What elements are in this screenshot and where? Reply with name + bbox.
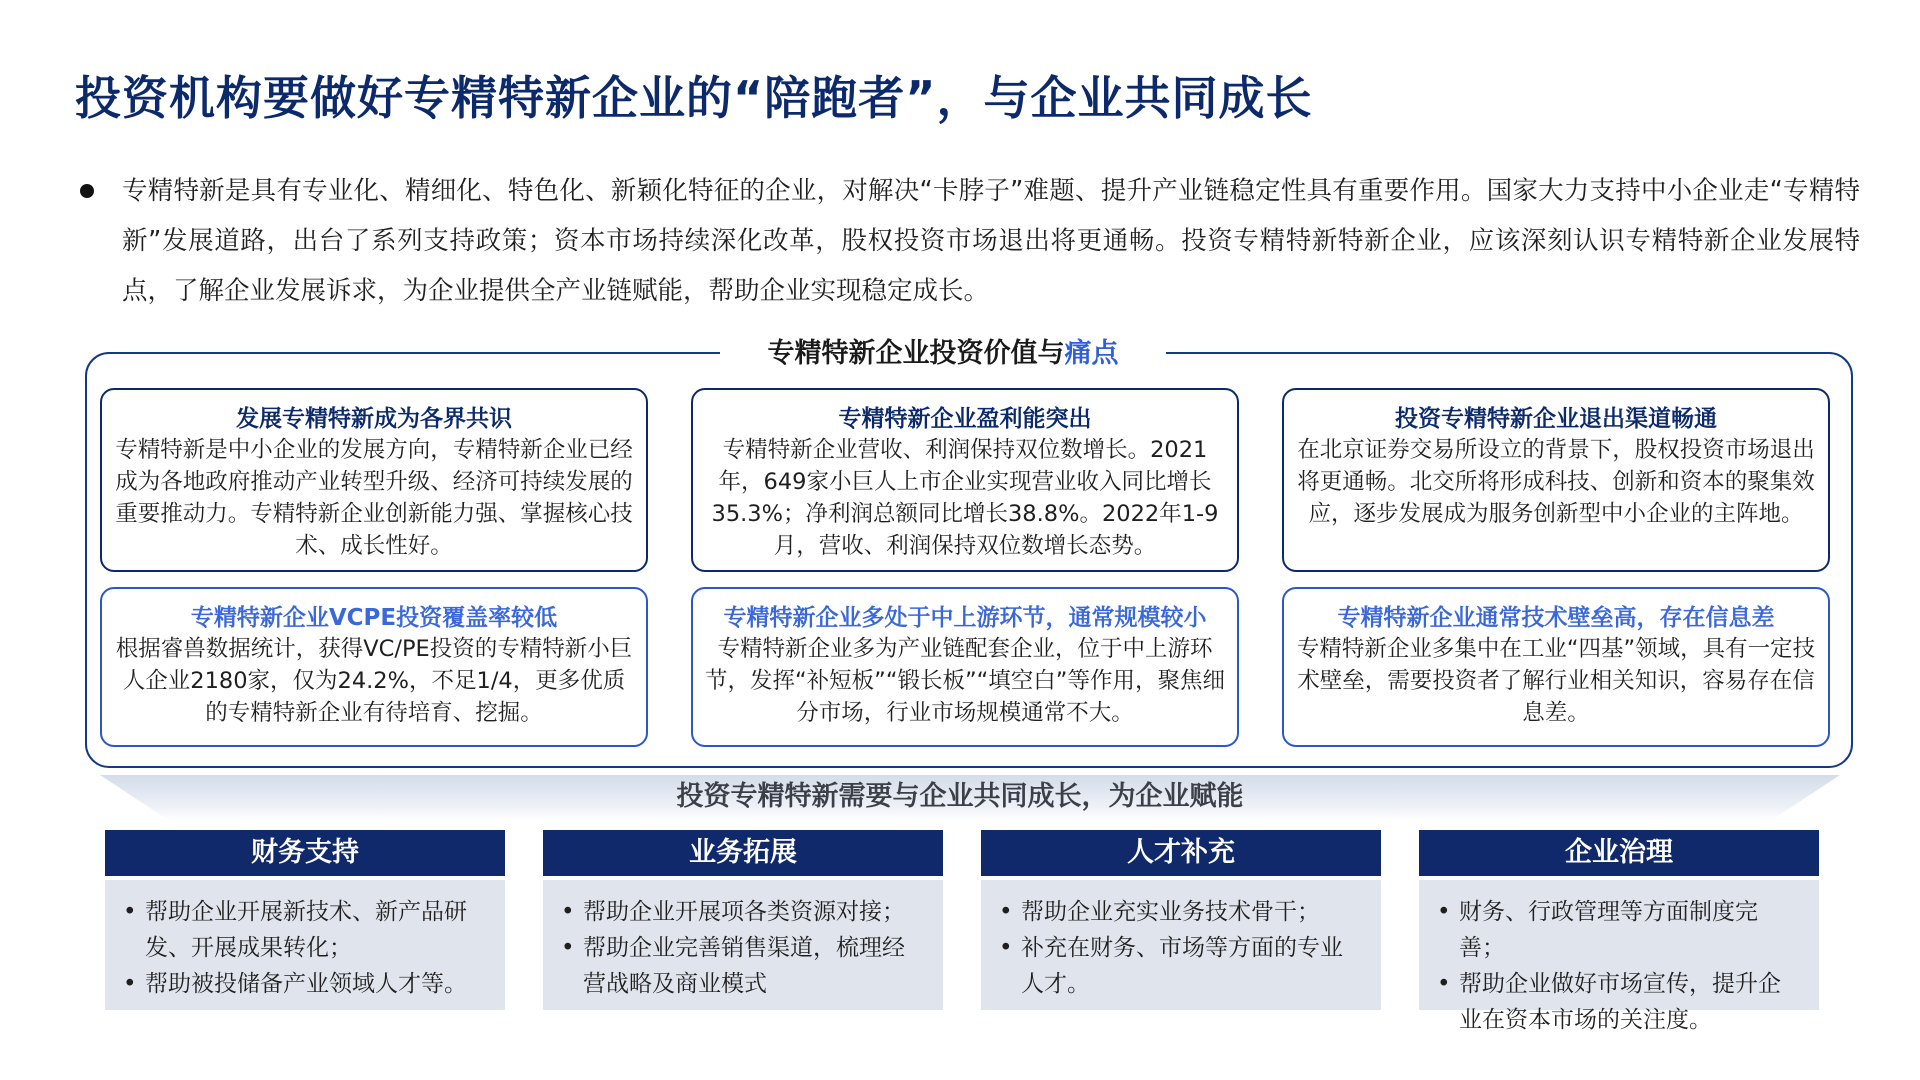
card-body: 专精特新企业营收、利润保持双位数增长。2021年，649家小巨人上市企业实现营业收入同比增长35.3%；净利润总额同比增长38.8%。2022年1-9月，营收、利润保持双位数增长态势。: [711, 437, 1219, 559]
card-body: 在北京证券交易所设立的背景下，股权投资市场退出将更通畅。北交所将形成科技、创新和资本的聚集效应，逐步发展成为服务创新型中小企业的主阵地。: [1297, 437, 1815, 527]
card-title: 发展专精特新成为各界共识: [236, 406, 512, 432]
column-head: 财务支持: [105, 830, 505, 876]
column-governance: [1419, 830, 1819, 1033]
column-body: [543, 880, 943, 1010]
card-body: 专精特新是中小企业的发展方向，专精特新企业已经成为各地政府推动产业转型升级、经济可持续发展的重要推动力。专精特新企业创新能力强、掌握核心技术、成长性好。: [115, 437, 633, 559]
bullet-icon: •: [123, 899, 137, 925]
list-item: • 帮助企业开展项各类资源对接；: [561, 894, 927, 930]
card-title: 专精特新企业多处于中上游环节，通常规模较小: [723, 605, 1207, 631]
column-business: [543, 830, 943, 1010]
list-item: • 帮助企业完善销售渠道，梳理经营战略及商业模式: [561, 930, 927, 1002]
column-head: 企业治理: [1419, 830, 1819, 876]
card-title: 专精特新企业盈利能突出: [838, 406, 1092, 432]
list-item: • 帮助企业充实业务技术骨干；: [999, 894, 1365, 930]
column-body: [981, 880, 1381, 1010]
list-item: • 帮助被投储备产业领域人才等。: [123, 966, 489, 1002]
bullet-icon: •: [1437, 899, 1451, 925]
column-body: [1419, 880, 1819, 1033]
card-exit-channel: [1282, 388, 1830, 572]
bullet-icon: •: [561, 899, 575, 925]
card-consensus: [100, 388, 648, 572]
page-title: 投资机构要做好专精特新企业的“陪跑者”，与企业共同成长: [75, 71, 1313, 125]
card-body: 专精特新企业多为产业链配套企业，位于中上游环节，发挥“补短板”“锻长板”“填空白”等作用，聚焦细分市场，行业市场规模通常不大。: [705, 636, 1225, 726]
card-body: 根据睿兽数据统计，获得VC/PE投资的专精特新小巨人企业2180家，仅为24.2%，不足1/4，更多优质的专精特新企业有待培育、挖掘。: [115, 636, 633, 726]
list-item: • 帮助企业做好市场宣传，提升企业在资本市场的关注度。: [1437, 966, 1803, 1038]
bullet-icon: •: [999, 899, 1013, 925]
column-head: 业务拓展: [543, 830, 943, 876]
frame-title-prefix: 专精特新企业投资价值与: [767, 338, 1065, 369]
bullet-icon: •: [1437, 971, 1451, 997]
card-title: 专精特新企业VCPE投资覆盖率较低: [190, 605, 558, 631]
empowerment-band-text: 投资专精特新需要与企业共同成长，为企业赋能: [676, 781, 1244, 812]
bullet-dot-icon: [80, 184, 94, 198]
frame-title: [768, 338, 1119, 369]
list-item: • 补充在财务、市场等方面的专业人才。: [999, 930, 1365, 1002]
card-upstream-scale: [691, 587, 1239, 747]
frame-title-highlight: 痛点: [1064, 338, 1119, 369]
list-item: • 帮助企业开展新技术、新产品研发、开展成果转化；: [123, 894, 489, 966]
card-body: 专精特新企业多集中在工业“四基”领域，具有一定技术壁垒，需要投资者了解行业相关知识，容易存在信息差。: [1296, 636, 1816, 726]
column-body: [105, 880, 505, 1010]
column-head: 人才补充: [981, 830, 1381, 876]
intro-paragraph: [80, 166, 1860, 316]
frame-title-container: [720, 334, 1166, 374]
bullet-icon: •: [999, 935, 1013, 961]
bullet-icon: •: [123, 971, 137, 997]
bullet-icon: •: [561, 935, 575, 961]
list-item: • 财务、行政管理等方面制度完善；: [1437, 894, 1803, 966]
column-talent: [981, 830, 1381, 1010]
card-vcpe-coverage: [100, 587, 648, 747]
intro-text: 专精特新是具有专业化、精细化、特色化、新颖化特征的企业，对解决“卡脖子”难题、提升产业链稳定性具有重要作用。国家大力支持中小企业走“专精特新”发展道路，出台了系列支持政策；资本市场持续深化改革，股权投资市场退出将更通畅。投资专精特新特新企业，应该深刻认识专精特新企业发展特点，了解企业发展诉求，为企业提供全产业链赋能，帮助企业实现稳定成长。: [122, 176, 1860, 306]
card-profitability: [691, 388, 1239, 572]
card-tech-barrier: [1282, 587, 1830, 747]
card-title: 投资专精特新企业退出渠道畅通: [1395, 406, 1717, 432]
card-title: 专精特新企业通常技术壁垒高，存在信息差: [1337, 605, 1775, 631]
column-finance: [105, 830, 505, 1010]
